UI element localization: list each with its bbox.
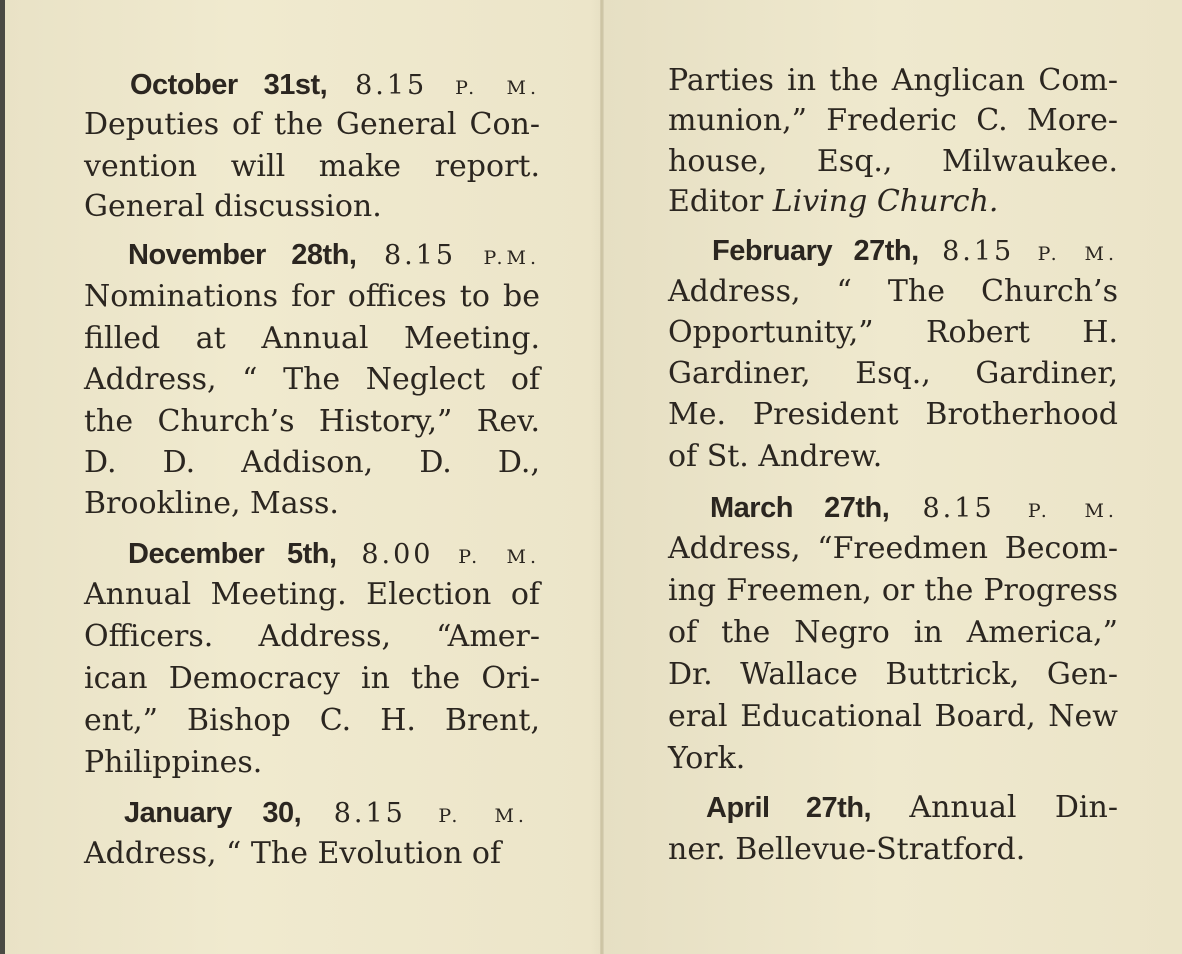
event-text-line: Officers. Address, “Amer-	[84, 619, 540, 654]
event-text-line: Address, “Freedmen Becom-	[668, 531, 1118, 566]
event-text-line: ner. Bellevue-Stratford.	[668, 832, 1026, 867]
center-fold	[600, 0, 604, 954]
event-heading-february: February 27th, 8.15 P. M.	[712, 235, 1119, 267]
event-text-line: General discussion.	[84, 189, 382, 224]
event-text-line: of the Negro in America,”	[668, 615, 1118, 650]
event-text-line: Parties in the Anglican Com-	[668, 63, 1118, 98]
event-text-line: Deputies of the General Con-	[84, 107, 540, 142]
event-text-line: Brookline, Mass.	[84, 486, 339, 521]
event-text-line: Annual Meeting. Election of	[84, 577, 540, 612]
event-heading-march: March 27th, 8.15 P. M.	[710, 492, 1118, 524]
event-text-line: ing Freemen, or the Progress	[668, 573, 1118, 608]
event-text-line: munion,” Frederic C. More-	[668, 103, 1118, 138]
event-text-line: house, Esq., Milwaukee.	[668, 144, 1118, 179]
event-text-line: of St. Andrew.	[668, 439, 883, 474]
binding-edge	[0, 0, 5, 954]
event-text-line: eral Educational Board, New	[668, 699, 1118, 734]
event-heading-april: April 27th, Annual Din-	[706, 790, 1118, 825]
event-heading-december: December 5th, 8.00 P. M.	[128, 538, 540, 570]
event-heading-october: October 31st, 8.15 P. M.	[130, 69, 541, 101]
event-text-line: vention will make report.	[84, 149, 540, 184]
event-text-line: Editor Living Church.	[668, 184, 999, 219]
event-text-line: filled at Annual Meeting.	[84, 321, 540, 356]
publication-title: Living Church.	[772, 184, 999, 219]
event-text-line: Nominations for offices to be	[84, 279, 540, 314]
event-text-line: Address, “ The Evolution of	[84, 836, 502, 871]
event-text-line: the Church’s History,” Rev.	[84, 404, 540, 439]
event-text-line: D. D. Addison, D. D.,	[84, 445, 540, 480]
event-text-line: ican Democracy in the Ori-	[84, 661, 540, 696]
event-text-line: Me. President Brotherhood	[668, 397, 1118, 432]
event-text-line: Dr. Wallace Buttrick, Gen-	[668, 657, 1118, 692]
event-text-line: Gardiner, Esq., Gardiner,	[668, 356, 1118, 391]
event-heading-november: November 28th, 8.15 P.M.	[128, 239, 540, 271]
event-text-line: Address, “ The Church’s	[668, 274, 1118, 309]
event-text-line: ent,” Bishop C. H. Brent,	[84, 703, 540, 738]
event-text-line: Opportunity,” Robert H.	[668, 315, 1118, 350]
event-text-line: Address, “ The Neglect of	[84, 362, 540, 397]
event-text-line: Philippines.	[84, 745, 263, 780]
event-text-line: York.	[668, 741, 746, 776]
event-heading-january: January 30, 8.15 P. M.	[124, 797, 528, 829]
